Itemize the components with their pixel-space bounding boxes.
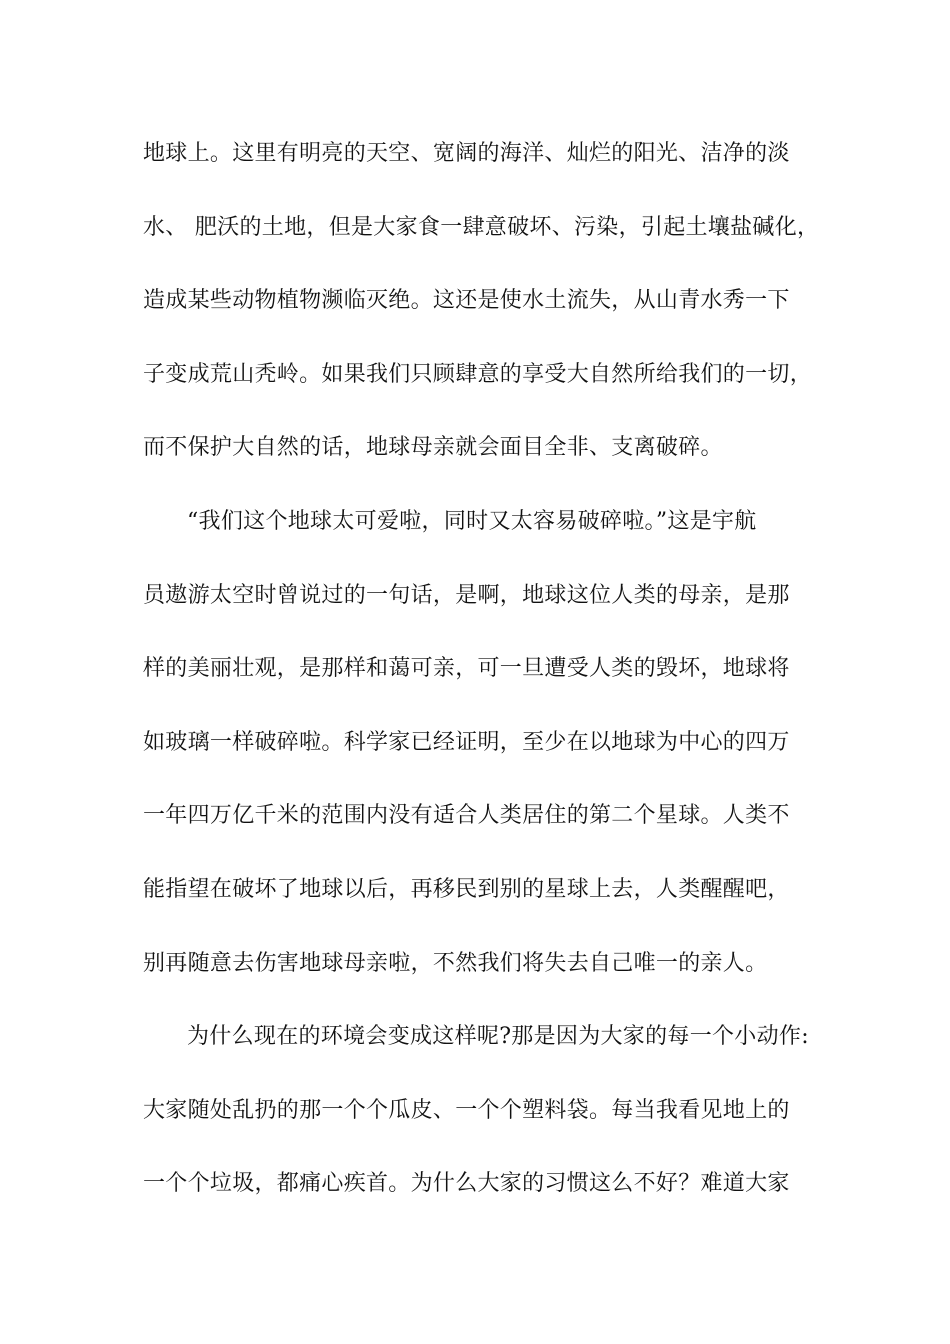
document-text-body xyxy=(143,134,820,1238)
text-line: 一年四万亿千米的范围内没有适合人类居住的第二个星球。人类不 xyxy=(143,803,790,829)
text-line: 地球上。这里有明亮的天空、宽阔的海洋、灿烂的阳光、洁净的淡 xyxy=(143,141,790,166)
text-line: 别再随意去伤害地球母亲啦，不然我们将失去自己唯一的亲人。 xyxy=(143,950,768,976)
text-line: 大家随处乱扔的那一个个瓜皮、一个个塑料袋。每当我看见地上的 xyxy=(143,1097,790,1123)
text-line: 样的美丽壮观，是那样和蔼可亲，可一旦遭受人类的毁坏，地球将 xyxy=(143,656,790,682)
text-line: 而不保护大自然的话，地球母亲就会面目全非、支离破碎。 xyxy=(143,435,723,461)
text-line: 如玻璃一样破碎啦。科学家已经证明，至少在以地球为中心的四万 xyxy=(143,729,790,755)
paragraph-first-line: “我们这个地球太可爱啦，同时又太容易破碎啦。”这是宇航 xyxy=(187,508,757,534)
text-line: 员遨游太空时曾说过的一句话，是啊，地球这位人类的母亲，是那 xyxy=(143,582,790,608)
text-line: 造成某些动物植物濒临灭绝。这还是使水土流失，从山青水秀一下 xyxy=(143,288,790,314)
text-line: 一个个垃圾，都痛心疾首。为什么大家的习惯这么不好？难道大家 xyxy=(143,1171,790,1197)
text-line: 水、 肥沃的土地，但是大家食一肆意破坏、污染，引起土壤盐碱化， xyxy=(143,214,820,240)
text-line: 能指望在破坏了地球以后，再移民到别的星球上去，人类醒醒吧， xyxy=(143,876,790,902)
text-line: 子变成荒山秃岭。如果我们只顾肆意的享受大自然所给我们的一切， xyxy=(143,361,813,387)
paragraph-first-line: 为什么现在的环境会变成这样呢?那是因为大家的每一个小动作: xyxy=(187,1024,809,1050)
